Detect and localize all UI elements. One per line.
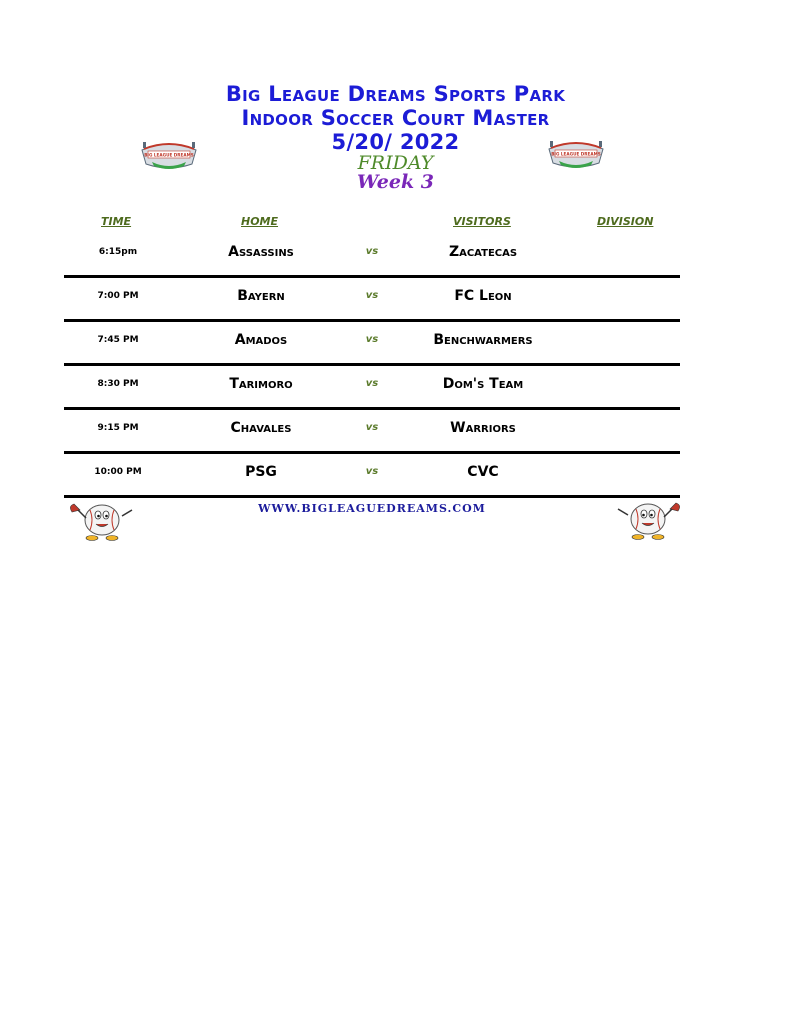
schedule-table bbox=[64, 234, 680, 498]
home-team: PSG bbox=[245, 464, 277, 480]
game-time: 7:00 PM bbox=[97, 291, 139, 301]
schedule-day: FRIDAY bbox=[357, 152, 434, 174]
column-header-division: DIVISION bbox=[597, 215, 654, 228]
game-time: 6:15pm bbox=[98, 247, 138, 257]
schedule-week: Week 3 bbox=[357, 171, 434, 193]
game-time: 10:00 PM bbox=[94, 467, 142, 477]
court-master-title: Indoor Soccer Court Master bbox=[241, 106, 550, 130]
home-team: Amados bbox=[234, 332, 288, 348]
park-title: Big League Dreams Sports Park bbox=[225, 82, 566, 106]
table-row bbox=[64, 410, 680, 454]
logo-text: BIG LEAGUE DREAMS bbox=[551, 151, 601, 157]
home-team: Tarimoro bbox=[229, 376, 293, 392]
schedule-date: 5/20/ 2022 bbox=[331, 130, 460, 154]
table-row bbox=[64, 322, 680, 366]
website-link[interactable]: WWW.BIGLEAGUEDREAMS.COM bbox=[258, 502, 486, 515]
baseball-mascot-icon bbox=[612, 497, 684, 541]
home-team: Assassins bbox=[228, 244, 294, 260]
table-row bbox=[64, 278, 680, 322]
baseball-mascot-icon bbox=[66, 498, 138, 542]
table-row bbox=[64, 234, 680, 278]
visiting-team: Zacatecas bbox=[448, 244, 518, 260]
column-header-home: HOME bbox=[241, 215, 279, 228]
visiting-team: FC Leon bbox=[454, 288, 512, 304]
game-time: 8:30 PM bbox=[97, 379, 139, 389]
vs-label: vs bbox=[365, 378, 379, 389]
home-team: Chavales bbox=[230, 420, 292, 436]
home-team: Bayern bbox=[237, 288, 285, 304]
logo-text: BIG LEAGUE DREAMS bbox=[144, 152, 194, 158]
vs-label: vs bbox=[365, 466, 379, 477]
vs-label: vs bbox=[365, 334, 379, 345]
vs-label: vs bbox=[365, 422, 379, 433]
table-row bbox=[64, 366, 680, 410]
visiting-team: Benchwarmers bbox=[433, 332, 533, 348]
game-time: 9:15 PM bbox=[97, 423, 139, 433]
game-time: 7:45 PM bbox=[97, 335, 139, 345]
column-header-visitors: VISITORS bbox=[453, 215, 511, 228]
table-row bbox=[64, 454, 680, 498]
vs-label: vs bbox=[365, 246, 379, 257]
visiting-team: Dom's Team bbox=[442, 376, 524, 392]
vs-label: vs bbox=[365, 290, 379, 301]
stadium-logo-icon bbox=[138, 136, 200, 172]
column-headers bbox=[0, 215, 791, 233]
visiting-team: CVC bbox=[467, 464, 499, 480]
stadium-logo-icon bbox=[545, 135, 607, 171]
column-header-time: TIME bbox=[101, 215, 132, 228]
schedule-header bbox=[0, 82, 791, 192]
visiting-team: Warriors bbox=[450, 420, 516, 436]
